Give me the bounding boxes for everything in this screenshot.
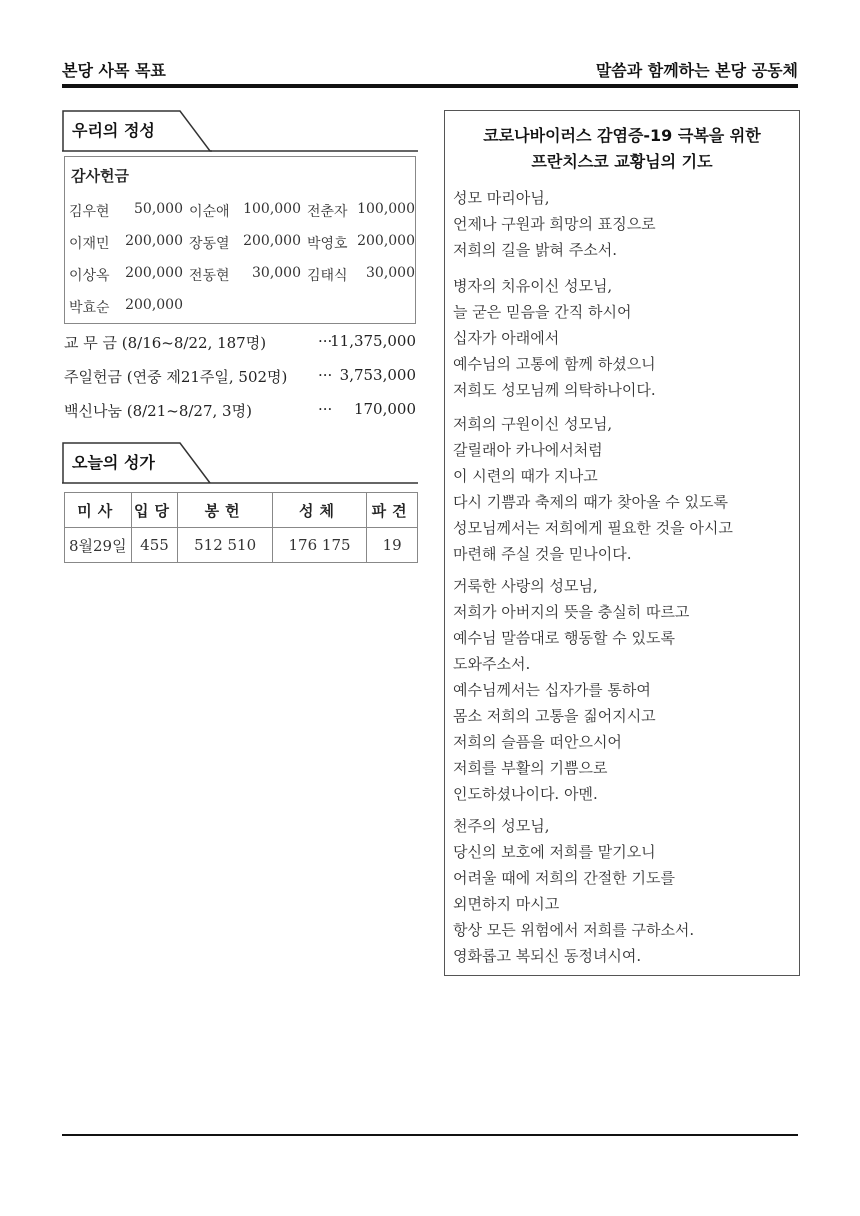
prayer-line: 거룩한 사랑의 성모님, — [453, 577, 598, 595]
hymn-table-row — [65, 528, 418, 563]
summary-label: 주일헌금 (연중 제21주일, 502명) — [64, 368, 288, 386]
prayer-line: 예수님 말씀대로 행동할 수 있도록 — [453, 629, 675, 647]
prayer-stanza — [453, 273, 793, 403]
prayer-line: 늘 굳은 믿음을 간직 하시어 — [453, 303, 632, 321]
hymn-header-cell: 봉헌 — [178, 493, 272, 528]
section-title-text: 오늘의 성가 — [72, 453, 155, 472]
prayer-line: 항상 모든 위험에서 저희를 구하소서. — [453, 921, 695, 939]
summary-dots: ··· — [318, 366, 333, 384]
summary-label: 백신나눔 (8/21~8/27, 3명) — [64, 402, 252, 420]
section-underline — [62, 150, 418, 152]
donor-amount: 200,000 — [357, 233, 415, 249]
header-rule — [62, 84, 798, 88]
prayer-line: 인도하셨나이다. 아멘. — [453, 785, 598, 803]
section-underline — [62, 482, 418, 484]
summary-dots: ··· — [318, 332, 333, 350]
donor-amount: 30,000 — [366, 265, 415, 281]
donor-amount: 30,000 — [252, 265, 301, 281]
hymn-header-cell: 파견 — [367, 493, 418, 528]
prayer-line: 저희를 부활의 기쁨으로 — [453, 759, 608, 777]
donor-amount: 200,000 — [125, 265, 183, 281]
prayer-line: 저희도 성모님께 의탁하나이다. — [453, 381, 656, 399]
prayer-line: 저희의 구원이신 성모님, — [453, 415, 613, 433]
section-title-offering — [62, 110, 212, 150]
prayer-line: 예수님의 고통에 함께 하셨으니 — [453, 355, 656, 373]
thanksgiving-offering-box — [64, 156, 416, 324]
prayer-title-line: 프란치스코 교황님의 기도 — [531, 152, 713, 171]
prayer-line: 외면하지 마시고 — [453, 895, 560, 913]
prayer-line: 병자의 치유이신 성모님, — [453, 277, 613, 295]
prayer-line: 영화롭고 복되신 동정녀시여. — [453, 947, 642, 965]
donor-name: 전동현 — [189, 268, 230, 284]
summary-value: 3,753,000 — [339, 366, 416, 384]
hymn-cell: 8월29일 — [65, 528, 132, 563]
hymn-cell: 19 — [367, 528, 418, 563]
summary-row-sunday — [64, 366, 416, 388]
prayer-stanza — [453, 813, 793, 969]
prayer-line: 다시 기쁨과 축제의 때가 찾아올 수 있도록 — [453, 493, 728, 511]
donor-amount: 200,000 — [125, 297, 183, 313]
prayer-title — [445, 123, 799, 175]
donor-name: 이재민 — [69, 236, 110, 252]
prayer-line: 도와주소서. — [453, 655, 531, 673]
hymn-cell: 455 — [131, 528, 178, 563]
prayer-line: 당신의 보호에 저희를 맡기오니 — [453, 843, 656, 861]
header-right-title: 말씀과 함께하는 본당 공동체 — [595, 61, 798, 80]
summary-label: 교 무 금 (8/16~8/22, 187명) — [64, 334, 267, 352]
prayer-line: 몸소 저희의 고통을 짊어지시고 — [453, 707, 656, 725]
hymn-header-cell: 미사 — [65, 493, 132, 528]
prayer-line: 성모님께서는 저희에게 필요한 것을 아시고 — [453, 519, 733, 537]
prayer-line: 갈릴래아 카나에서처럼 — [453, 441, 603, 459]
donor-name: 김태식 — [307, 268, 348, 284]
prayer-stanza — [453, 411, 793, 567]
donor-name: 이상옥 — [69, 268, 110, 284]
hymn-header-cell: 입당 — [131, 493, 178, 528]
footer-rule — [62, 1134, 798, 1136]
donor-amount: 200,000 — [243, 233, 301, 249]
summary-row-tithe — [64, 332, 416, 354]
section-title-hymns — [62, 442, 212, 482]
prayer-line: 십자가 아래에서 — [453, 329, 560, 347]
hymn-table — [64, 492, 418, 563]
donor-amount: 100,000 — [243, 201, 301, 217]
hymn-cell: 512 510 — [178, 528, 272, 563]
prayer-line: 어려울 때에 저희의 간절한 기도를 — [453, 869, 675, 887]
hymn-table-header — [65, 493, 418, 528]
prayer-stanza — [453, 185, 793, 263]
prayer-title-line: 코로나바이러스 감염증-19 극복을 위한 — [483, 126, 761, 145]
donor-amount: 200,000 — [125, 233, 183, 249]
hymn-cell: 176 175 — [272, 528, 366, 563]
prayer-line: 예수님께서는 십자가를 통하여 — [453, 681, 651, 699]
summary-value: 170,000 — [353, 400, 416, 418]
prayer-line: 이 시련의 때가 지나고 — [453, 467, 598, 485]
donor-name: 박영호 — [307, 236, 348, 252]
prayer-line: 저희의 슬픔을 떠안으시어 — [453, 733, 622, 751]
hymn-header-cell: 성체 — [272, 493, 366, 528]
donor-name: 전춘자 — [307, 204, 348, 220]
prayer-stanza — [453, 573, 793, 807]
summary-value: 11,375,000 — [330, 332, 416, 350]
donor-amount: 100,000 — [357, 201, 415, 217]
prayer-line: 언제나 구원과 희망의 표징으로 — [453, 215, 656, 233]
prayer-line: 성모 마리아님, — [453, 189, 550, 207]
section-title-text: 우리의 정성 — [72, 121, 155, 140]
prayer-line: 저희가 아버지의 뜻을 충실히 따르고 — [453, 603, 690, 621]
donor-name: 김우현 — [69, 204, 110, 220]
summary-row-vaccine — [64, 400, 416, 422]
donor-amount: 50,000 — [134, 201, 183, 217]
donor-name: 이순애 — [189, 204, 230, 220]
prayer-box — [444, 110, 800, 976]
header-left-title: 본당 사목 목표 — [62, 61, 166, 80]
prayer-line: 마련해 주실 것을 믿나이다. — [453, 545, 632, 563]
prayer-line: 저희의 길을 밝혀 주소서. — [453, 241, 617, 259]
summary-dots: ··· — [318, 400, 333, 418]
donor-name: 박효순 — [69, 300, 110, 316]
prayer-line: 천주의 성모님, — [453, 817, 550, 835]
donor-name: 장동열 — [189, 236, 230, 252]
thanksgiving-offering-title: 감사헌금 — [71, 167, 129, 185]
